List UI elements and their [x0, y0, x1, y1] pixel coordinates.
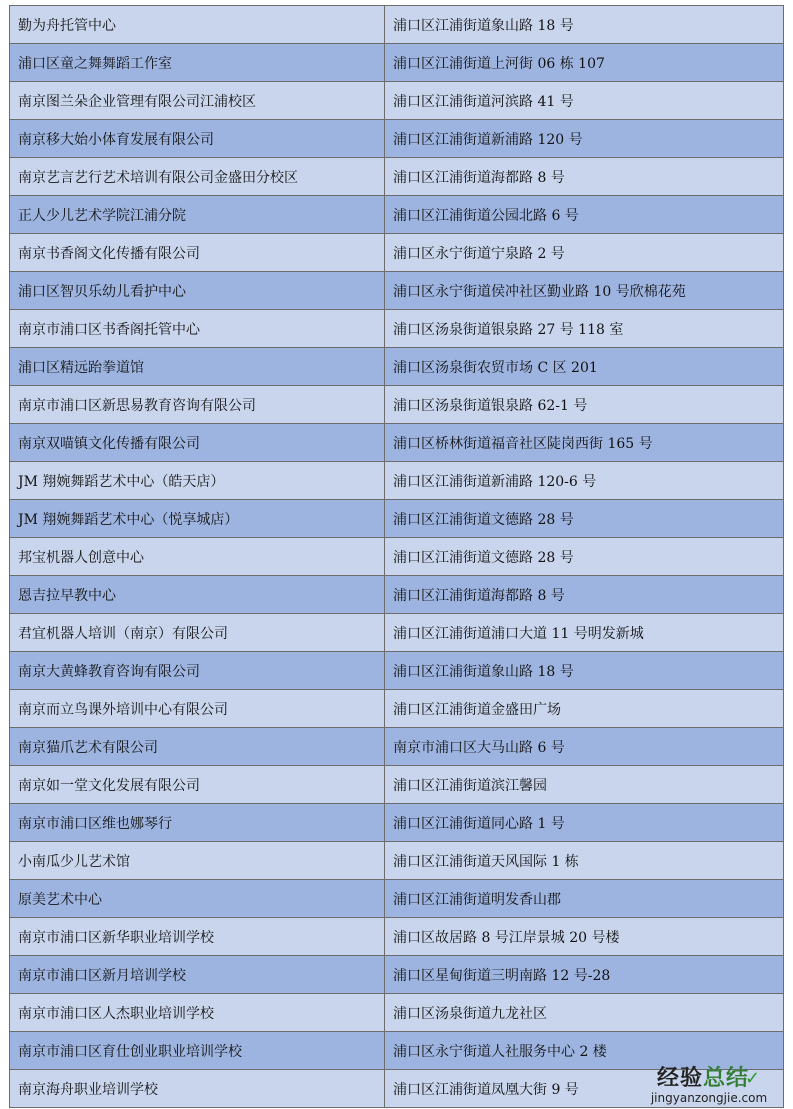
institution-name-cell: 小南瓜少儿艺术馆 [10, 842, 385, 880]
institution-address-cell: 浦口区桥林街道福音社区陡岗西街 165 号 [385, 424, 784, 462]
institution-address-cell: 浦口区江浦街道文德路 28 号 [385, 500, 784, 538]
institution-name-cell: 浦口区童之舞舞蹈工作室 [10, 44, 385, 82]
table-row [10, 1032, 784, 1070]
institution-address-cell: 浦口区江浦街道公园北路 6 号 [385, 196, 784, 234]
institution-name-cell: 南京大黄蜂教育咨询有限公司 [10, 652, 385, 690]
institution-address-cell: 浦口区江浦街道海都路 8 号 [385, 158, 784, 196]
institution-address-cell: 浦口区江浦街道象山路 18 号 [385, 6, 784, 44]
institution-name-cell: 南京市浦口区人杰职业培训学校 [10, 994, 385, 1032]
institution-name-cell: 南京书香阁文化传播有限公司 [10, 234, 385, 272]
table-row [10, 1070, 784, 1108]
institution-address-cell: 浦口区永宁街道宁泉路 2 号 [385, 234, 784, 272]
institution-address-cell: 南京市浦口区大马山路 6 号 [385, 728, 784, 766]
institution-address-cell: 浦口区江浦街道滨江馨园 [385, 766, 784, 804]
institution-address-cell: 浦口区汤泉街农贸市场 C 区 201 [385, 348, 784, 386]
institution-address-cell: 浦口区江浦街道上河街 06 栋 107 [385, 44, 784, 82]
table-row [10, 424, 784, 462]
table-row [10, 386, 784, 424]
institution-name-cell: 君宜机器人培训（南京）有限公司 [10, 614, 385, 652]
table-row [10, 576, 784, 614]
table-row [10, 538, 784, 576]
watermark-main-accent: 总结 [702, 1066, 749, 1091]
institution-name-cell: 南京如一堂文化发展有限公司 [10, 766, 385, 804]
table-row [10, 196, 784, 234]
institution-address-cell: 浦口区江浦街道天风国际 1 栋 [385, 842, 784, 880]
institution-name-cell: 浦口区精远跆拳道馆 [10, 348, 385, 386]
institution-name-cell: 南京市浦口区新月培训学校 [10, 956, 385, 994]
institution-name-cell: 南京猫爪艺术有限公司 [10, 728, 385, 766]
institution-address-cell: 浦口区星甸街道三明南路 12 号-28 [385, 956, 784, 994]
institution-table-container [9, 5, 783, 1108]
institution-name-cell: 恩吉拉早教中心 [10, 576, 385, 614]
institution-name-cell: 南京市浦口区新华职业培训学校 [10, 918, 385, 956]
institution-address-cell: 浦口区汤泉街道九龙社区 [385, 994, 784, 1032]
institution-address-cell: 浦口区汤泉街道银泉路 62-1 号 [385, 386, 784, 424]
table-row [10, 766, 784, 804]
institution-address-cell: 浦口区江浦街道新浦路 120 号 [385, 120, 784, 158]
institution-address-cell: 浦口区故居路 8 号江岸景城 20 号楼 [385, 918, 784, 956]
institution-name-cell: 邦宝机器人创意中心 [10, 538, 385, 576]
institution-address-cell: 浦口区江浦街道河滨路 41 号 [385, 82, 784, 120]
institution-name-cell: 正人少儿艺术学院江浦分院 [10, 196, 385, 234]
institution-address-cell: 浦口区江浦街道浦口大道 11 号明发新城 [385, 614, 784, 652]
table-row [10, 918, 784, 956]
institution-name-cell: 南京市浦口区维也娜琴行 [10, 804, 385, 842]
table-row [10, 956, 784, 994]
checkmark-icon: ✓ [744, 1068, 762, 1089]
institution-address-cell: 浦口区江浦街道明发香山郡 [385, 880, 784, 918]
table-row [10, 6, 784, 44]
table-row [10, 310, 784, 348]
table-row [10, 652, 784, 690]
institution-name-cell: 浦口区智贝乐幼儿看护中心 [10, 272, 385, 310]
institution-name-cell: 原美艺术中心 [10, 880, 385, 918]
institution-name-cell: 南京市浦口区育仕创业职业培训学校 [10, 1032, 385, 1070]
table-row [10, 994, 784, 1032]
table-row [10, 500, 784, 538]
institution-name-cell: 南京双喵镇文化传播有限公司 [10, 424, 385, 462]
institution-name-cell: 勤为舟托管中心 [10, 6, 385, 44]
table-row [10, 728, 784, 766]
institution-name-cell: 南京图兰朵企业管理有限公司江浦校区 [10, 82, 385, 120]
institution-name-cell: 南京市浦口区新思易教育咨询有限公司 [10, 386, 385, 424]
table-row [10, 614, 784, 652]
institution-address-cell: 浦口区江浦街道文德路 28 号 [385, 538, 784, 576]
watermark-url: jingyanzongjie.com [650, 1091, 768, 1105]
institution-name-cell: JM 翔婉舞蹈艺术中心（皓天店） [10, 462, 385, 500]
table-row [10, 234, 784, 272]
table-row [10, 804, 784, 842]
institution-name-cell: JM 翔婉舞蹈艺术中心（悦享城店） [10, 500, 385, 538]
institution-address-cell: 浦口区江浦街道同心路 1 号 [385, 804, 784, 842]
institution-name-cell: 南京海舟职业培训学校 [10, 1070, 385, 1108]
table-row [10, 348, 784, 386]
institution-name-cell: 南京市浦口区书香阁托管中心 [10, 310, 385, 348]
table-row [10, 462, 784, 500]
institution-address-cell: 浦口区江浦街道凤凰大街 9 号 [385, 1070, 784, 1108]
institution-address-cell: 浦口区永宁街道人社服务中心 2 楼 [385, 1032, 784, 1070]
table-row [10, 82, 784, 120]
institution-address-cell: 浦口区永宁街道侯冲社区勤业路 10 号欣棉花苑 [385, 272, 784, 310]
institution-address-cell: 浦口区江浦街道金盛田广场 [385, 690, 784, 728]
institution-name-cell: 南京移大始小体育发展有限公司 [10, 120, 385, 158]
institution-address-cell: 浦口区汤泉街道银泉路 27 号 118 室 [385, 310, 784, 348]
watermark-main-prefix: 经验 [656, 1066, 703, 1091]
institution-address-cell: 浦口区江浦街道象山路 18 号 [385, 652, 784, 690]
table-row [10, 880, 784, 918]
institution-name-cell: 南京艺言艺行艺术培训有限公司金盛田分校区 [10, 158, 385, 196]
institution-address-cell: 浦口区江浦街道新浦路 120-6 号 [385, 462, 784, 500]
institution-name-cell: 南京而立鸟课外培训中心有限公司 [10, 690, 385, 728]
table-row [10, 842, 784, 880]
institution-table [9, 5, 784, 1108]
table-row [10, 272, 784, 310]
institution-table-body [10, 6, 784, 1108]
table-row [10, 158, 784, 196]
table-row [10, 690, 784, 728]
table-row [10, 120, 784, 158]
table-row [10, 44, 784, 82]
institution-address-cell: 浦口区江浦街道海都路 8 号 [385, 576, 784, 614]
